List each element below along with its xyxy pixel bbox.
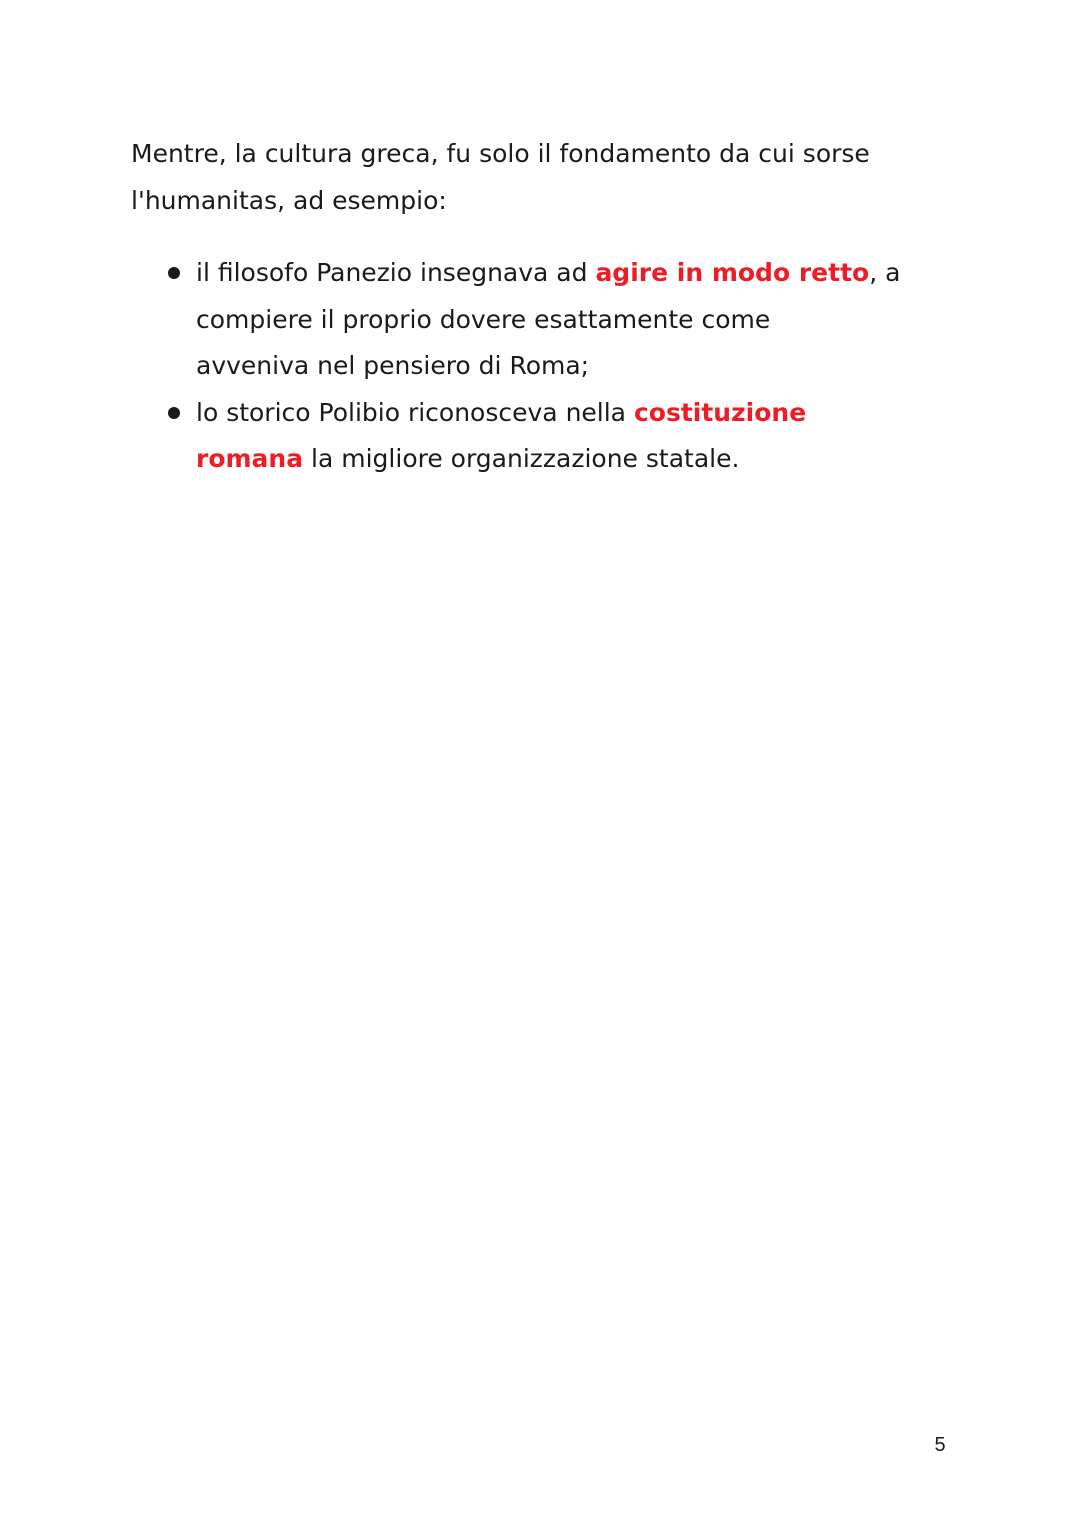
intro-line-2: l'humanitas, ad esempio: [131,185,447,215]
bullet-1-highlight: agire in modo retto [595,258,870,287]
intro-line-1: Mentre, la cultura greca, fu solo il fondamento da cui sorse [131,139,870,168]
bullet-1-line-2: compiere il proprio dovere esattamente come [196,304,771,334]
bullet-dot-icon [168,407,180,419]
bullet-list [131,250,951,483]
bullet-2-text-before: lo storico Polibio riconosceva nella [196,397,634,427]
bullet-2-highlight-part-1: costituzione [633,397,807,427]
bullet-dot-icon [168,267,180,279]
bullet-2-text-after: la migliore organizzazione statale. [303,444,740,473]
page-number: 5 [934,1434,946,1456]
list-item [131,390,951,483]
bullet-1-text-before: il filosofo Panezio insegnava ad [196,258,596,287]
intro-paragraph [131,131,951,224]
bullet-1-text-after: , a [869,258,901,287]
list-item [131,250,951,390]
bullet-1-line-3: avveniva nel pensiero di Roma; [196,351,590,380]
bullet-2-highlight-part-2: romana [196,444,304,473]
